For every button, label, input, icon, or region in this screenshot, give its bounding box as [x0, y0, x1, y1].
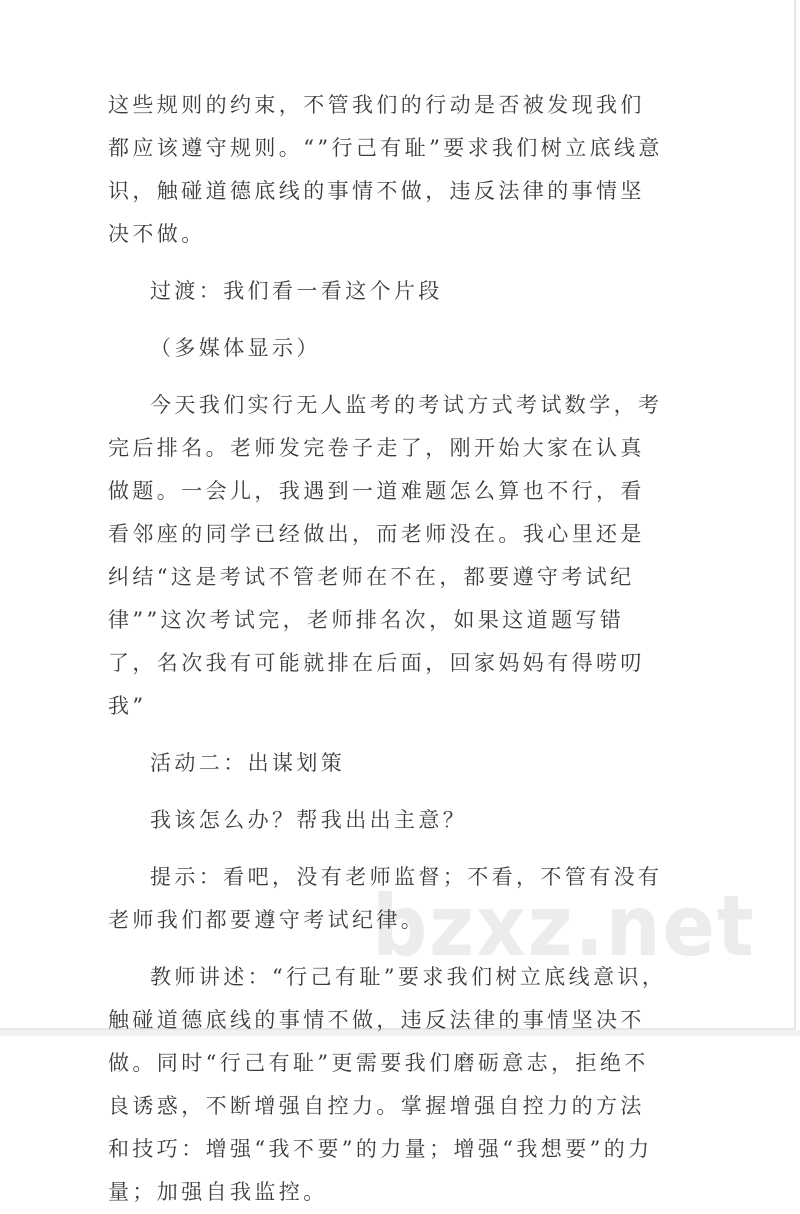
paragraph-teacher-narration: 教师讲述：“行己有耻”要求我们树立底线意识，触碰道德底线的事情不做，违反法律的事情坚决不做。同时“行己有耻”更需要我们磨砺意志，拒绝不良诱惑，不断增强自控力。掌握增强自控力的方法和技巧：增强“我不要”的力量；增强“我想要”的力量；加强自我监控。 — [108, 965, 667, 1204]
watermark: bzxz.net — [372, 877, 756, 975]
paragraph-transition: 过渡：我们看一看这个片段 — [150, 279, 443, 303]
heading-activity-two: 活动二：出谋划策 — [150, 751, 346, 775]
paragraph-multimedia-note: （多媒体显示） — [150, 336, 321, 360]
paragraph-scenario: 今天我们实行无人监考的考试方式考试数学，考完后排名。老师发完卷子走了，刚开始大家在认真做题。一会儿，我遇到一道难题怎么算也不行，看看邻座的同学已经做出，而老师没在。我心里还是纠结“这是考试不管老师在不在，都要遵守考试纪律””这次考试完，老师排名次，如果这道题写错了，名次我有可能就排在后面，回家妈妈有得唠叨我” — [108, 393, 663, 718]
paragraph-hint: 提示：看吧，没有老师监督；不看，不管有没有老师我们都要遵守考试纪律。 — [108, 865, 663, 932]
paragraph-continuation: 这些规则的约束，不管我们的行动是否被发现我们都应该遵守规则。“”行己有耻”要求我们树立底线意识，触碰道德底线的事情不做，违反法律的事情坚决不做。 — [108, 93, 663, 246]
paragraph-question: 我该怎么办？帮我出出主意？ — [150, 808, 468, 832]
document-body — [108, 84, 668, 1214]
